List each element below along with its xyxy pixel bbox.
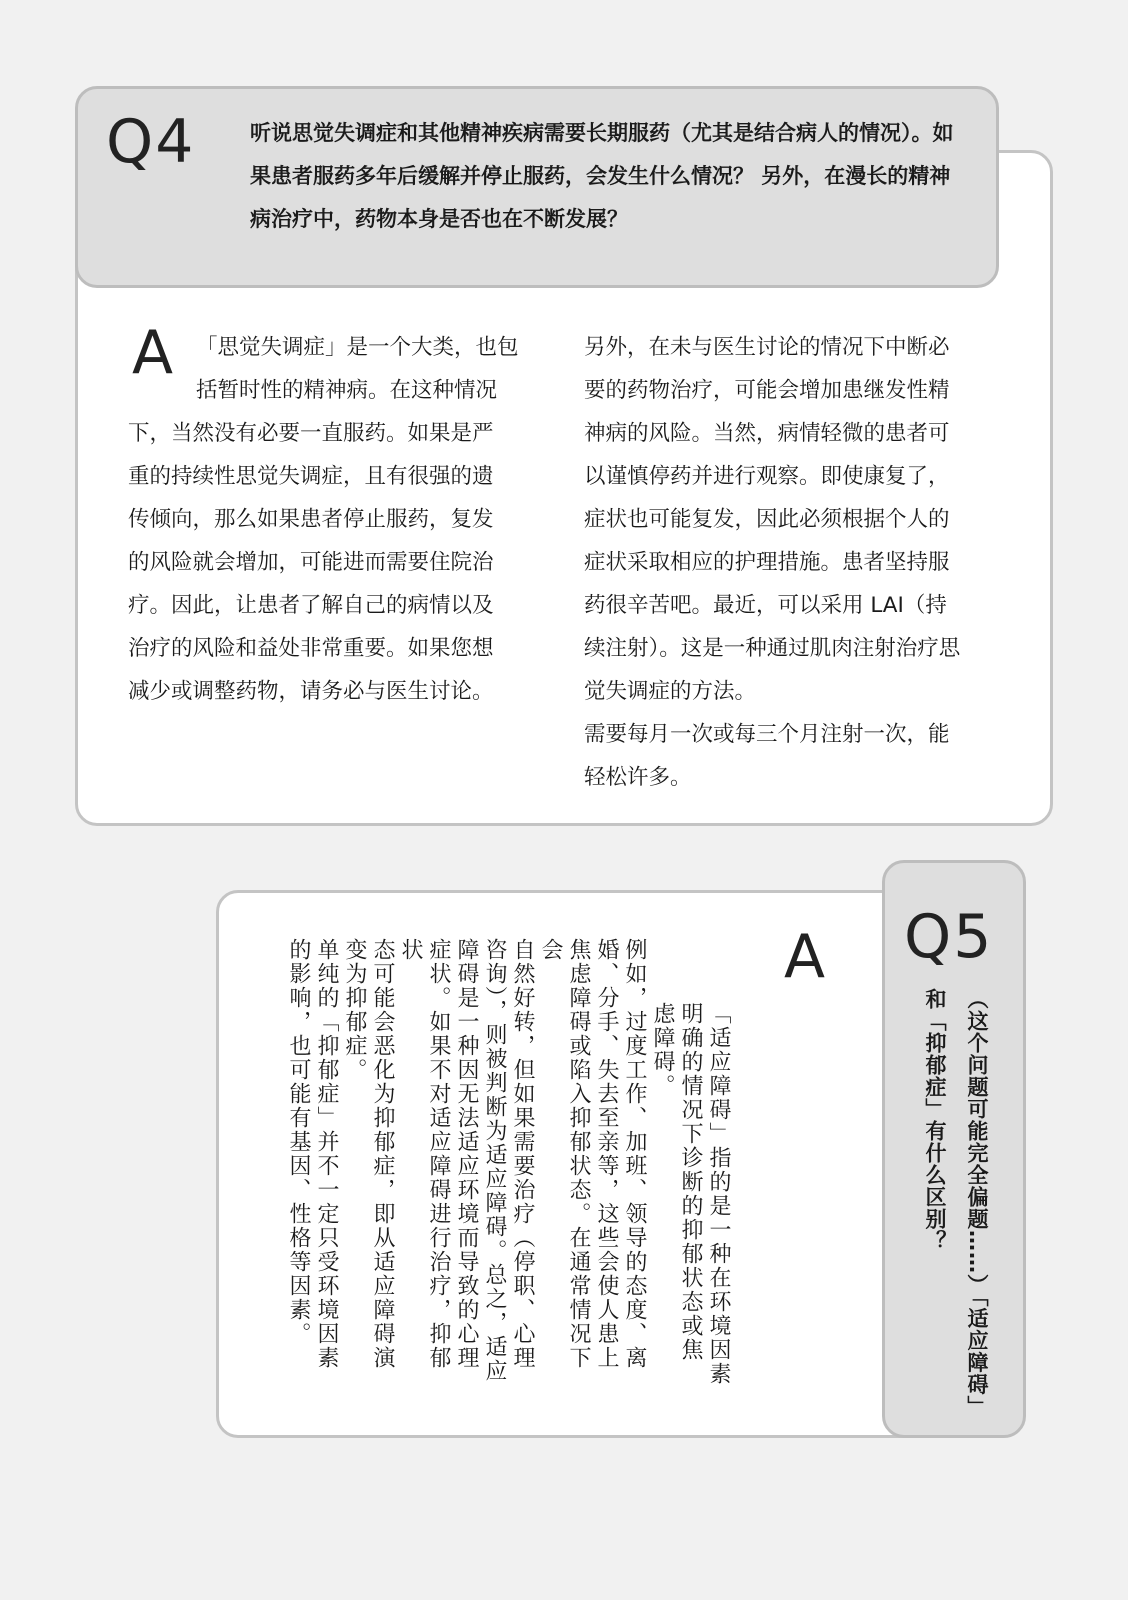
q5-answer-line: 单纯的「抑郁症」并不一定只受环境因素: [314, 938, 339, 1370]
q4-answer-line: 「思觉失调症」是一个大类，也包: [196, 335, 519, 360]
q4-answer-line: 减少或调整药物，请务必与医生讨论。: [128, 679, 494, 704]
q4-answer-line: 括暂时性的精神病。在这种情况: [196, 378, 498, 403]
q5-answer-line: 障碍是一种因无法适应环境而导致的心理: [454, 938, 479, 1370]
q5-answer-label: A: [784, 922, 826, 992]
q4-answer-label: A: [132, 318, 174, 388]
q4-label: Q4: [106, 107, 196, 177]
q4-answer-line: 另外，在未与医生讨论的情况下中断必: [584, 335, 950, 360]
q4-answer-line: 觉失调症的方法。: [584, 679, 757, 704]
q5-answer-line: 咨询），则被判断为适应障碍。总之，适应: [482, 938, 507, 1383]
q5-answer-line: 变为抑郁症。: [342, 938, 367, 1082]
q4-answer-column-2: [584, 326, 1004, 799]
q4-answer-line: 神病的风险。当然，病情轻微的患者可: [584, 421, 950, 446]
q5-label: Q5: [904, 902, 994, 972]
q4-answer-line: 症状采取相应的护理措施。患者坚持服: [584, 550, 950, 575]
q4-answer-line: 症状也可能复发，因此必须根据个人的: [584, 507, 950, 532]
q5-answer-line: 自然好转，但如果需要治疗（停职、心理: [510, 938, 535, 1370]
q5-answer-line: 焦虑障碍或陷入抑郁状态。在通常情况下会: [538, 938, 591, 1370]
q5-answer-line: 「适应障碍」指的是一种在环境因素: [706, 1002, 731, 1386]
q4-answer-line: 续注射）。这是一种通过肌肉注射治疗思: [584, 636, 961, 661]
q5-answer-line: 明确的情况下诊断的抑郁状态或焦: [678, 1002, 703, 1362]
q4-answer-line: 需要每月一次或每三个月注射一次，能: [584, 722, 950, 747]
q4-answer-line: 治疗的风险和益处非常重要。如果您想: [128, 636, 494, 661]
q4-answer-line: 要的药物治疗，可能会增加患继发性精: [584, 378, 950, 403]
q5-answer-line: 婚、分手、失去至亲等，这些会使人患上: [594, 938, 619, 1370]
q4-answer-line: 传倾向，那么如果患者停止服药，复发: [128, 507, 494, 532]
q5-answer-line: 症状。如果不对适应障碍进行治疗，抑郁状: [398, 938, 451, 1370]
q4-question-text: 听说思觉失调症和其他精神疾病需要长期服药（尤其是结合病人的情况）。如果患者服药多年后缓解并停止服药，会发生什么情况？ 另外，在漫长的精神病治疗中，药物本身是否也在不断发展？: [250, 121, 954, 231]
q5-question-text: （这个问题可能完全偏题……）「适应障碍」和「抑郁症」有什么区别？: [923, 988, 989, 1407]
q4-answer-line: 轻松许多。: [584, 765, 692, 790]
q4-answer-line: 重的持续性思觉失调症，且有很强的遗: [128, 464, 494, 489]
q4-answer-line: 以谨慎停药并进行观察。即使康复了，: [584, 464, 950, 489]
q5-answer-line: 例如，过度工作、加班、领导的态度、离: [622, 938, 647, 1370]
q4-answer-line: 疗。因此，让患者了解自己的病情以及: [128, 593, 494, 618]
q4-answer-line: 下，当然没有必要一直服药。如果是严: [128, 421, 494, 446]
q4-answer-column-1: [128, 326, 548, 713]
q4-answer-line: 药很辛苦吧。最近，可以采用 LAI（持: [584, 593, 947, 618]
q5-answer-text: [284, 938, 732, 1388]
q5-answer-line: 的影响，也可能有基因、性格等因素。: [286, 938, 311, 1346]
q5-answer-line: 态可能会恶化为抑郁症，即从适应障碍演: [370, 938, 395, 1370]
q5-answer-line: 虑障碍。: [650, 1002, 675, 1098]
q4-answer-line: 的风险就会增加，可能进而需要住院治: [128, 550, 494, 575]
